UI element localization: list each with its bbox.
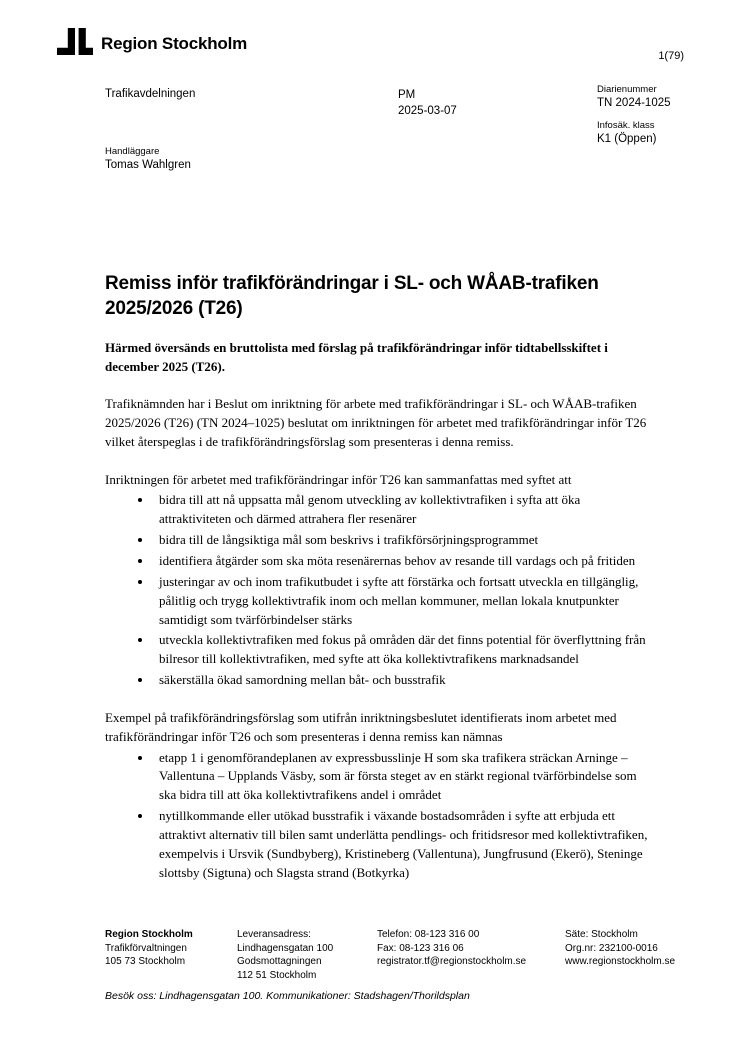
doc-date: 2025-03-07 (398, 104, 457, 117)
lead-paragraph: Härmed översänds en bruttolista med förslag på trafikförändringar inför tidtabellsskiftet i december 2025 (T26). (105, 340, 608, 375)
region-stockholm-logo-icon (57, 28, 93, 55)
page-number: 1(79) (658, 50, 684, 62)
footer-line: 112 51 Stockholm (237, 969, 317, 981)
bullet-item: • bidra till att nå uppsatta mål genom utveckling av kollektivtrafiken i syfta att öka attraktiviteten och därmed attrahera fler resenärer (153, 491, 653, 529)
examples-bullet-list (135, 749, 653, 883)
infosak-label: Infosäk. klass (597, 120, 655, 131)
footer-line: Telefon: 08-123 316 00 (377, 929, 480, 940)
footer-line: Region Stockholm (105, 929, 193, 940)
doc-type-block (398, 88, 457, 119)
bullet-item: • säkerställa ökad samordning mellan båt- och busstrafik (153, 671, 653, 690)
footer-line: Leveransadress: (237, 929, 311, 940)
bullet-item: • identifiera åtgärder som ska möta resenärernas behov av resande till vardags och på fritiden (153, 552, 653, 571)
document-body (105, 272, 653, 901)
footer-contact-column (377, 928, 565, 982)
bullet-item: • etapp 1 i genomförandeplanen av expressbusslinje H som ska trafikera sträckan Arninge – Vallentuna – Upplands Väsby, som är första steget av en stärkt regional tvärförbindelse som ska bidra till att öka kollektivtrafikens andel i området (153, 749, 653, 806)
footer-website: www.regionstockholm.se (565, 956, 676, 967)
infosak-block (597, 120, 656, 147)
infosak-value: K1 (Öppen) (597, 133, 657, 146)
handlaggare-label: Handläggare (105, 146, 160, 157)
logo-text: Region Stockholm (101, 34, 248, 53)
footer-delivery-column (237, 928, 377, 982)
goals-bullet-list (135, 491, 653, 689)
footer-line: Säte: Stockholm (565, 929, 638, 940)
footer-organisation-column (105, 928, 237, 982)
document-title: Remiss inför trafikförändringar i SL- och WÅAB-trafiken 2025/2026 (T26) (105, 273, 599, 319)
footer-email: registrator.tf@regionstockholm.se (377, 956, 527, 967)
handlaggare-block (105, 146, 191, 173)
footer-line: 105 73 Stockholm (105, 956, 186, 967)
footer-line: Trafikförvaltningen (105, 942, 187, 954)
doc-type: PM (398, 89, 416, 101)
department-name: Trafikavdelningen (105, 88, 196, 100)
paragraph-3: Exempel på trafikförändringsförslag som utifrån inriktningsbeslutet identifierats inom arbetet med trafikförändringar inför T26 och som presenteras i denna remiss kan nämnas (105, 709, 617, 744)
visit-info-line: Besök oss: Lindhagensgatan 100. Kommunikationer: Stadshagen/Thorildsplan (105, 990, 470, 1002)
footer (105, 928, 697, 982)
bullet-item: • nytillkommande eller utökad busstrafik i växande bostadsområden i syfte att erbjuda ett attraktivt alternativ till bilen samt underlätta pendlings- och fritidsresor med kollektivtrafiken, exempelvis i Ursvik (Sundbyberg), Kristineberg (Vallentuna), Jungfrusund (Ekerö), Steninge slottsby (Sigtuna) och Slagsta strand (Botkyrka) (153, 807, 653, 882)
footer-line: Lindhagensgatan 100 (237, 942, 334, 954)
handlaggare-value: Tomas Wahlgren (105, 159, 191, 172)
diarienummer-block (597, 84, 671, 111)
paragraph-1: Trafiknämnden har i Beslut om inriktning för arbete med trafikförändringar i SL- och WÅAB-trafiken 2025/2026 (T26) (TN 2024–1025) beslutat om inriktningen för arbetet med trafikförändringar inför T26 vilket återspeglas i de trafikförändringsförslag som presenteras i denna remiss. (105, 396, 647, 449)
bullet-item: • utveckla kollektivtrafiken med fokus på områden där det finns potential för överflyttning från bilresor till kollektivtrafiken, med syfte att öka kollektivtrafikens marknadsandel (153, 631, 653, 669)
footer-line: Fax: 08-123 316 06 (377, 942, 464, 954)
footer-registration-column (565, 928, 697, 982)
paragraph-2: Inriktningen för arbetet med trafikförändringar inför T26 kan sammanfattas med syftet att (105, 471, 572, 487)
diarienummer-label: Diarienummer (597, 84, 657, 95)
diarienummer-value: TN 2024-1025 (597, 97, 671, 110)
footer-line: Org.nr: 232100-0016 (565, 942, 658, 954)
bullet-item: • bidra till de långsiktiga mål som beskrivs i trafikförsörjningsprogrammet (153, 531, 653, 550)
footer-line: Godsmottagningen (237, 956, 322, 967)
bullet-item: • justeringar av och inom trafikutbudet i syfte att förstärka och fortsatt utveckla en tillgänglig, pålitlig och trygg kollektivtrafik inom och mellan kommuner, mellan lokala knutpunkter samtidigt som tvärförbindelser stärks (153, 573, 653, 630)
region-stockholm-logo (57, 28, 247, 55)
